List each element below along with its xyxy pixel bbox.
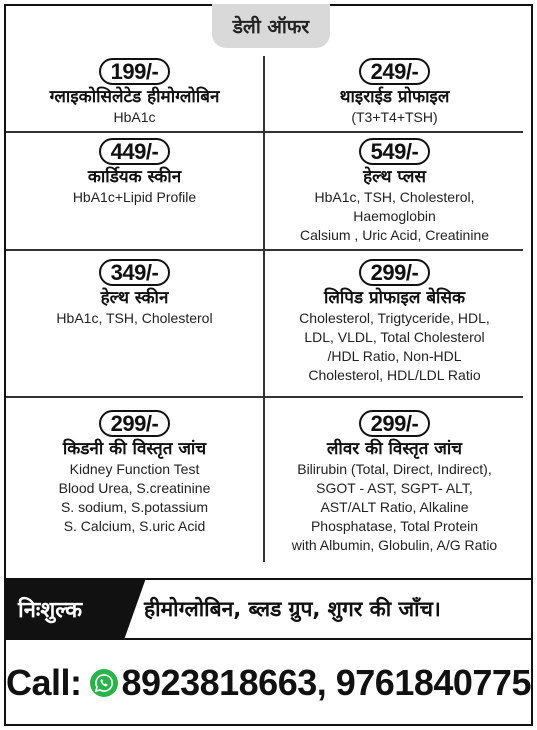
contact-line (6, 648, 531, 718)
daily-offer-tab (212, 4, 330, 48)
offer-desc-line: S. Calcium, S.uric Acid (63, 518, 206, 534)
row-divider (265, 249, 523, 251)
offer-desc-line: Cholesterol, HDL/LDL Ratio (308, 367, 481, 383)
offer-desc-line: AST/ALT Ratio, Alkaline (320, 499, 469, 515)
daily-offer-label: डेली ऑफर (232, 16, 310, 38)
offer-desc-line: HbA1c (113, 109, 156, 125)
price-badge: 549/- (359, 138, 431, 165)
offer-desc-line: Cholesterol, Trigtyceride, HDL, (299, 310, 490, 326)
free-tests-banner (6, 578, 531, 640)
row-divider (265, 131, 523, 133)
offer-health-screen (6, 259, 263, 328)
offer-desc-line: LDL, VLDL, Total Cholesterol (304, 329, 485, 345)
offer-health-plus (266, 138, 523, 245)
row-divider (6, 396, 263, 398)
offer-title: कार्डियक स्कीन (87, 167, 182, 187)
call-label: Call: (6, 662, 82, 703)
free-label: निःशुल्क (18, 598, 83, 623)
offer-title: किडनी की विस्तृत जांच (62, 439, 207, 459)
offer-kidney-test (6, 410, 263, 536)
offer-desc-line: Kidney Function Test (69, 461, 200, 477)
offer-title: हेल्थ स्कीन (100, 288, 169, 308)
offer-title: लिपिड प्रोफाइल बेसिक (323, 288, 466, 308)
row-divider (265, 396, 523, 398)
price-badge: 199/- (99, 58, 171, 85)
offer-desc-line: Blood Urea, S.creatinine (58, 480, 211, 496)
offer-title: हेल्थ प्लस (363, 167, 426, 187)
offer-hba1c (6, 58, 263, 127)
price-badge: 299/- (359, 259, 431, 286)
offer-cardiac-screen (6, 138, 263, 207)
row-divider (6, 249, 263, 251)
offer-liver-test (266, 410, 523, 555)
price-badge: 249/- (359, 58, 431, 85)
offer-desc-line: Haemoglobin (353, 208, 436, 224)
offer-title: थाइराईड प्रोफाइल (339, 87, 450, 107)
offer-desc-line: HbA1c, TSH, Cholesterol (56, 310, 213, 326)
offer-desc-line: S. sodium, S.potassium (60, 499, 209, 515)
offer-desc-line: HbA1c+Lipid Profile (72, 189, 197, 205)
offer-desc-line: with Albumin, Globulin, A/G Ratio (291, 537, 498, 553)
offer-desc-line: Calsium , Uric Acid, Creatinine (299, 227, 490, 243)
offer-title: लीवर की विस्तृत जांच (326, 439, 463, 459)
offer-desc-line: Bilirubin (Total, Direct, Indirect), (297, 461, 492, 477)
offer-desc-line: /HDL Ratio, Non-HDL (327, 348, 462, 364)
price-badge: 449/- (99, 138, 171, 165)
offer-desc-line: (T3+T4+TSH) (351, 109, 438, 125)
offer-thyroid-profile (266, 58, 523, 127)
offer-desc-line: SGOT - AST, SGPT- ALT, (316, 480, 473, 496)
price-badge: 299/- (359, 410, 431, 437)
row-divider (6, 131, 263, 133)
offer-title: ग्लाइकोसिलेटेड हीमोग्लोबिन (49, 87, 220, 107)
phone-numbers[interactable]: 8923818663, 9761840775 (121, 662, 531, 703)
offer-lipid-profile-basic (266, 259, 523, 385)
offer-desc-line: Phosphatase, Total Protein (310, 518, 479, 534)
offers-grid (6, 56, 531, 566)
price-badge: 299/- (99, 410, 171, 437)
whatsapp-icon (90, 669, 118, 697)
price-badge: 349/- (99, 259, 171, 286)
free-tests-text: हीमोग्लोबिन, ब्लड ग्रुप, शुगर की जाँच। (144, 597, 441, 621)
offer-desc-line: HbA1c, TSH, Cholesterol, (314, 189, 475, 205)
